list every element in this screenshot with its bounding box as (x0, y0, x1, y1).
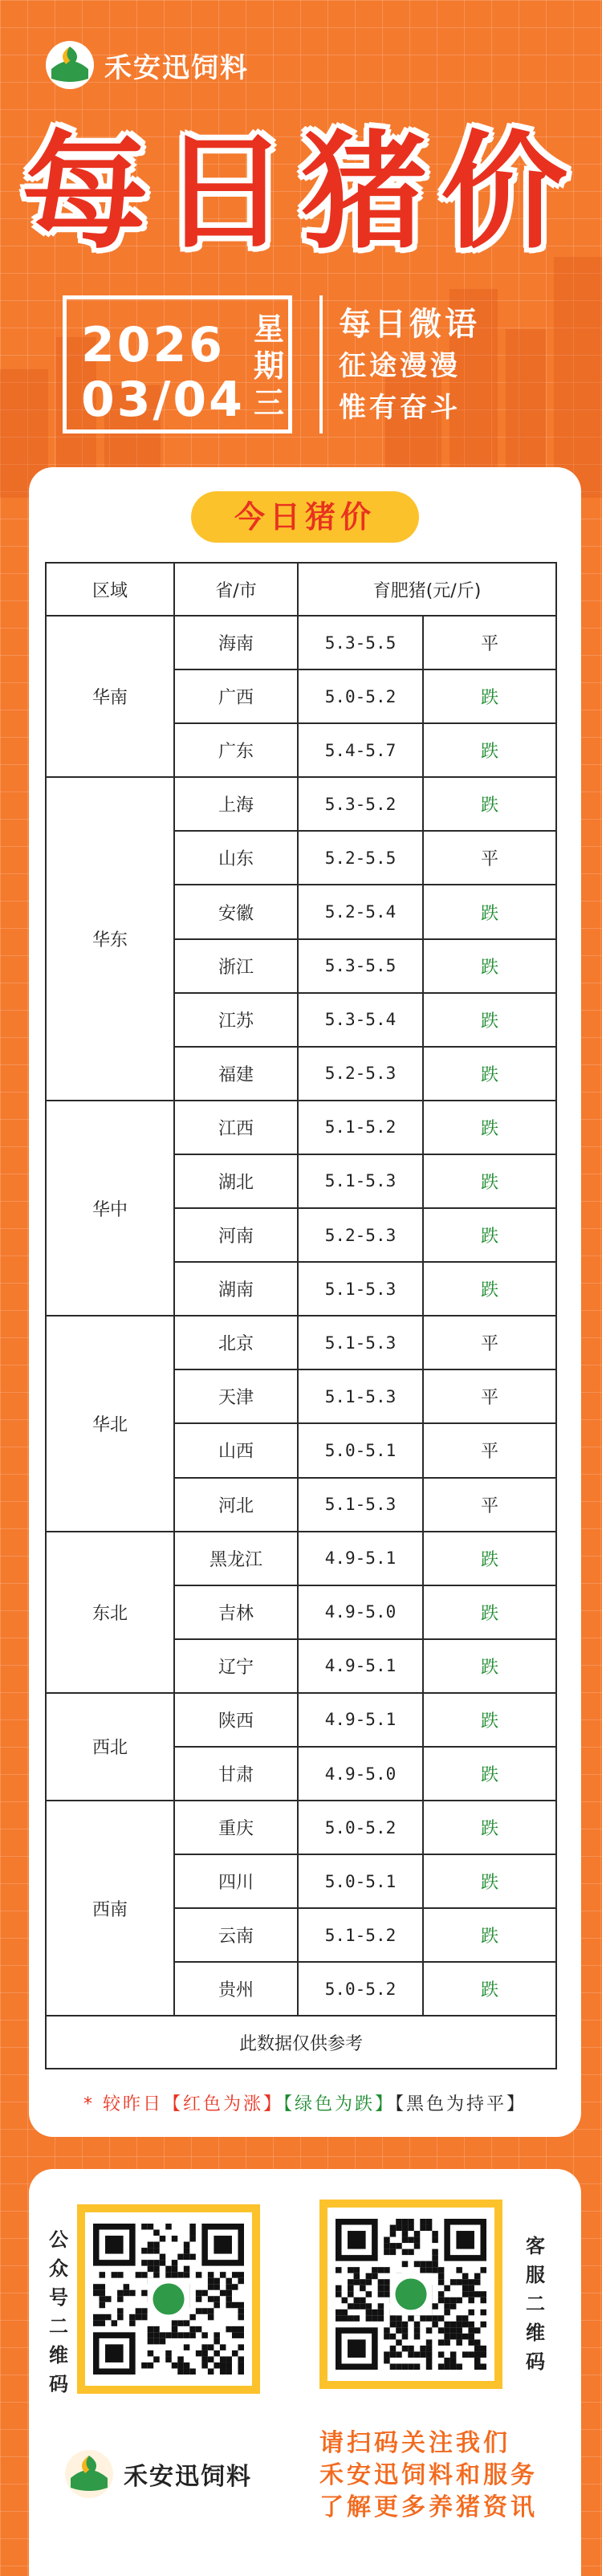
table-note: 此数据仅供参考 (46, 2016, 556, 2069)
price-cell: 5.1-5.3 (298, 1154, 423, 1208)
price-cell: 5.0-5.1 (298, 1854, 423, 1908)
table-row (46, 1801, 556, 1854)
trend-cell: 跌 (423, 1154, 556, 1208)
price-cell: 5.2-5.4 (298, 885, 423, 938)
column-header-region: 区域 (46, 563, 174, 616)
trend-cell: 平 (423, 1316, 556, 1369)
trend-cell: 跌 (423, 777, 556, 831)
price-cell: 5.2-5.3 (298, 1208, 423, 1262)
cta-line: 请扫码关注我们 (319, 2429, 510, 2457)
province-cell: 海南 (174, 616, 298, 669)
region-cell: 东北 (46, 1532, 174, 1693)
price-cell: 5.0-5.1 (298, 1423, 423, 1477)
province-cell: 广西 (174, 669, 298, 723)
table-row (46, 1532, 556, 1585)
price-cell: 5.1-5.3 (298, 1369, 423, 1423)
date-month-day: 03/04 (81, 372, 245, 428)
trend-cell: 跌 (423, 1585, 556, 1639)
trend-cell: 跌 (423, 1747, 556, 1801)
price-cell: 5.2-5.5 (298, 831, 423, 885)
weekday-char: 三 (253, 385, 284, 421)
province-cell: 天津 (174, 1369, 298, 1423)
trend-cell: 跌 (423, 1639, 556, 1693)
brand-logo-top (42, 37, 249, 93)
trend-cell: 跌 (423, 993, 556, 1047)
province-cell: 山西 (174, 1423, 298, 1477)
table-row (46, 777, 556, 831)
qr-code-icon (93, 2220, 244, 2378)
cta-line: 禾安迅饲料和服务 (319, 2461, 538, 2489)
region-cell: 华中 (46, 1101, 174, 1316)
price-table-body (46, 616, 556, 2016)
trend-cell: 平 (423, 1478, 556, 1532)
trend-cell: 跌 (423, 1962, 556, 2016)
weekday-char: 星 (253, 311, 284, 347)
table-header-row (46, 563, 556, 616)
price-cell: 5.3-5.4 (298, 993, 423, 1047)
column-header-price: 育肥猪(元/斤) (298, 563, 556, 616)
table-row (46, 1693, 556, 1747)
legend-down: 【绿色为跌】 (283, 2094, 395, 2114)
region-cell: 西南 (46, 1801, 174, 2016)
price-cell: 5.1-5.3 (298, 1316, 423, 1369)
table-row (46, 1316, 556, 1369)
province-cell: 贵州 (174, 1962, 298, 2016)
region-cell: 华东 (46, 777, 174, 1101)
region-cell: 华北 (46, 1316, 174, 1531)
trend-cell: 跌 (423, 1854, 556, 1908)
motto-line: 惟有奋斗 (339, 392, 461, 424)
column-header-province: 省/市 (174, 563, 298, 616)
weekday-char: 期 (253, 348, 284, 384)
province-cell: 浙江 (174, 939, 298, 993)
trend-cell: 跌 (423, 1693, 556, 1747)
price-cell: 5.4-5.7 (298, 723, 423, 777)
province-cell: 上海 (174, 777, 298, 831)
brand-leaf-icon (61, 2446, 117, 2502)
price-cell: 5.0-5.2 (298, 669, 423, 723)
call-to-action (319, 2427, 560, 2524)
province-cell: 河北 (174, 1478, 298, 1532)
province-cell: 黑龙江 (174, 1532, 298, 1585)
trend-cell: 跌 (423, 1262, 556, 1316)
region-cell: 华南 (46, 616, 174, 777)
province-cell: 河南 (174, 1208, 298, 1262)
price-card (29, 467, 581, 2137)
table-row (46, 616, 556, 669)
trend-cell: 跌 (423, 1532, 556, 1585)
cta-line: 了解更多养猪资讯 (319, 2493, 538, 2521)
trend-cell: 跌 (423, 1801, 556, 1854)
province-cell: 湖北 (174, 1154, 298, 1208)
legend-prefix: * 较昨日 (83, 2094, 163, 2114)
trend-cell: 跌 (423, 1101, 556, 1154)
motto-title: 每日微语 (339, 306, 480, 343)
brand-name: 禾安迅饲料 (124, 2463, 252, 2491)
price-cell: 4.9-5.1 (298, 1639, 423, 1693)
price-cell: 4.9-5.1 (298, 1532, 423, 1585)
qr-code-icon (336, 2216, 486, 2373)
brand-name: 禾安迅饲料 (104, 51, 249, 84)
province-cell: 福建 (174, 1047, 298, 1101)
trend-legend (29, 2090, 581, 2115)
trend-cell: 跌 (423, 1908, 556, 1962)
weekday (253, 311, 285, 421)
qr-section (29, 2169, 581, 2576)
province-cell: 甘肃 (174, 1747, 298, 1801)
price-cell: 5.1-5.2 (298, 1908, 423, 1962)
price-cell: 5.2-5.3 (298, 1047, 423, 1101)
trend-cell: 跌 (423, 885, 556, 938)
province-cell: 云南 (174, 1908, 298, 1962)
trend-cell: 跌 (423, 1208, 556, 1262)
price-cell: 5.3-5.2 (298, 777, 423, 831)
price-cell: 5.3-5.5 (298, 616, 423, 669)
trend-cell: 平 (423, 831, 556, 885)
date-box (63, 295, 292, 433)
price-cell: 4.9-5.0 (298, 1747, 423, 1801)
price-table (45, 562, 557, 2069)
province-cell: 重庆 (174, 1801, 298, 1854)
price-cell: 4.9-5.0 (298, 1585, 423, 1639)
price-cell: 5.0-5.2 (298, 1962, 423, 2016)
price-cell: 5.1-5.2 (298, 1101, 423, 1154)
customer-service-qr[interactable] (319, 2200, 502, 2389)
trend-cell: 平 (423, 1369, 556, 1423)
price-cell: 5.1-5.3 (298, 1478, 423, 1532)
province-cell: 辽宁 (174, 1639, 298, 1693)
legend-flat: 【黑色为持平】 (395, 2094, 527, 2114)
province-cell: 广东 (174, 723, 298, 777)
legend-up: 【红色为涨】 (162, 2094, 283, 2114)
province-cell: 江苏 (174, 993, 298, 1047)
province-cell: 四川 (174, 1854, 298, 1908)
table-note-row (46, 2016, 556, 2069)
trend-cell: 跌 (423, 669, 556, 723)
brand-leaf-icon (42, 37, 98, 93)
price-cell: 5.3-5.5 (298, 939, 423, 993)
qr-right-label: 客 服 二 维 码 (526, 2235, 545, 2373)
trend-cell: 跌 (423, 1047, 556, 1101)
trend-cell: 平 (423, 1423, 556, 1477)
card-title: 今日猪价 (191, 491, 419, 543)
trend-cell: 跌 (423, 939, 556, 993)
price-cell: 5.1-5.3 (298, 1262, 423, 1316)
trend-cell: 跌 (423, 723, 556, 777)
region-cell: 西北 (46, 1693, 174, 1801)
province-cell: 山东 (174, 831, 298, 885)
province-cell: 北京 (174, 1316, 298, 1369)
brand-logo-bottom (61, 2446, 252, 2502)
header-divider (319, 295, 323, 433)
date-year: 2026 (81, 317, 225, 373)
page-title: 每日猪价 (22, 119, 580, 267)
province-cell: 陕西 (174, 1693, 298, 1747)
qr-left-label: 公 众 号 二 维 码 (49, 2228, 68, 2395)
province-cell: 吉林 (174, 1585, 298, 1639)
province-cell: 江西 (174, 1101, 298, 1154)
price-cell: 4.9-5.1 (298, 1693, 423, 1747)
table-row (46, 1101, 556, 1154)
province-cell: 安徽 (174, 885, 298, 938)
trend-cell: 平 (423, 616, 556, 669)
official-account-qr[interactable] (77, 2204, 260, 2394)
motto-line: 征途漫漫 (339, 350, 461, 382)
price-cell: 5.0-5.2 (298, 1801, 423, 1854)
province-cell: 湖南 (174, 1262, 298, 1316)
